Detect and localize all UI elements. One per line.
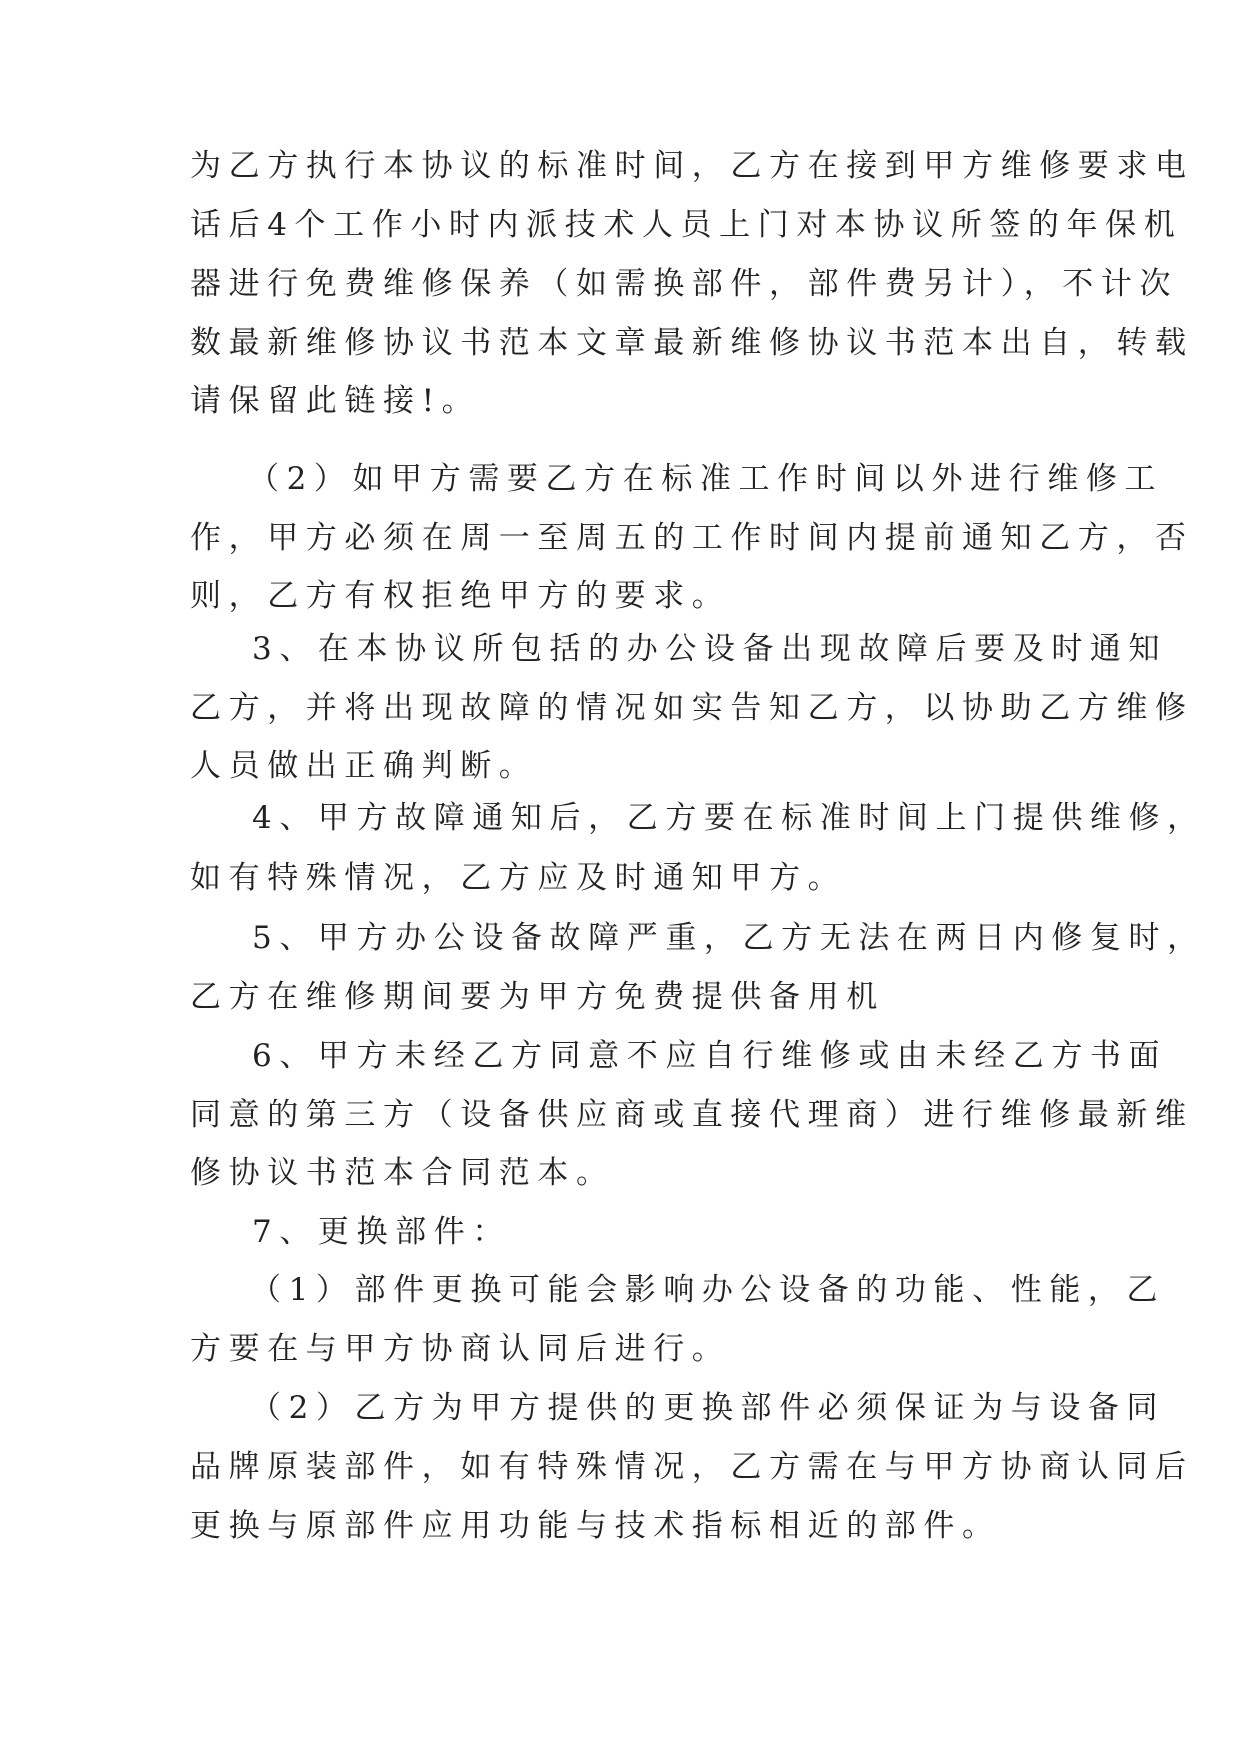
text-line: （1）部件更换可能会影响办公设备的功能、性能，乙 — [250, 1272, 1166, 1308]
text-line: （2）如甲方需要乙方在标准工作时间以外进行维修工 — [248, 461, 1164, 497]
text-line: 为乙方执行本协议的标准时间，乙方在接到甲方维修要求电 — [190, 148, 1194, 184]
text-line: 方要在与甲方协商认同后进行。 — [190, 1331, 731, 1367]
text-line: 器进行免费维修保养（如需换部件，部件费另计），不计次 — [190, 266, 1179, 302]
text-line: 同意的第三方（设备供应商或直接代理商）进行维修最新维 — [190, 1097, 1194, 1133]
text-line: 6、甲方未经乙方同意不应自行维修或由未经乙方书面 — [252, 1038, 1168, 1074]
text-line: 更换与原部件应用功能与技术指标相近的部件。 — [190, 1508, 1001, 1544]
text-line: 则，乙方有权拒绝甲方的要求。 — [190, 578, 731, 614]
text-line: 乙方，并将出现故障的情况如实告知乙方，以协助乙方维修 — [190, 690, 1194, 726]
text-line: 数最新维修协议书范本文章最新维修协议书范本出自，转载 — [190, 325, 1194, 361]
text-line: 3、在本协议所包括的办公设备出现故障后要及时通知 — [252, 631, 1168, 667]
text-line: 品牌原装部件，如有特殊情况，乙方需在与甲方协商认同后 — [190, 1449, 1194, 1485]
text-line: 7、更换部件： — [252, 1214, 511, 1250]
text-line: 4、甲方故障通知后，乙方要在标准时间上门提供维修， — [252, 800, 1206, 836]
text-line: 5、甲方办公设备故障严重，乙方无法在两日内修复时， — [252, 920, 1206, 956]
text-line: （2）乙方为甲方提供的更换部件必须保证为与设备同 — [250, 1390, 1166, 1426]
text-line: 请保留此链接!。 — [190, 383, 481, 419]
text-line: 作，甲方必须在周一至周五的工作时间内提前通知乙方，否 — [190, 520, 1194, 556]
text-line: 修协议书范本合同范本。 — [190, 1155, 615, 1191]
text-line: 人员做出正确判断。 — [190, 748, 538, 784]
text-line: 乙方在维修期间要为甲方免费提供备用机 — [190, 979, 885, 1015]
text-line: 如有特殊情况，乙方应及时通知甲方。 — [190, 860, 847, 896]
text-line: 话后4个工作小时内派技术人员上门对本协议所签的年保机 — [190, 207, 1183, 243]
